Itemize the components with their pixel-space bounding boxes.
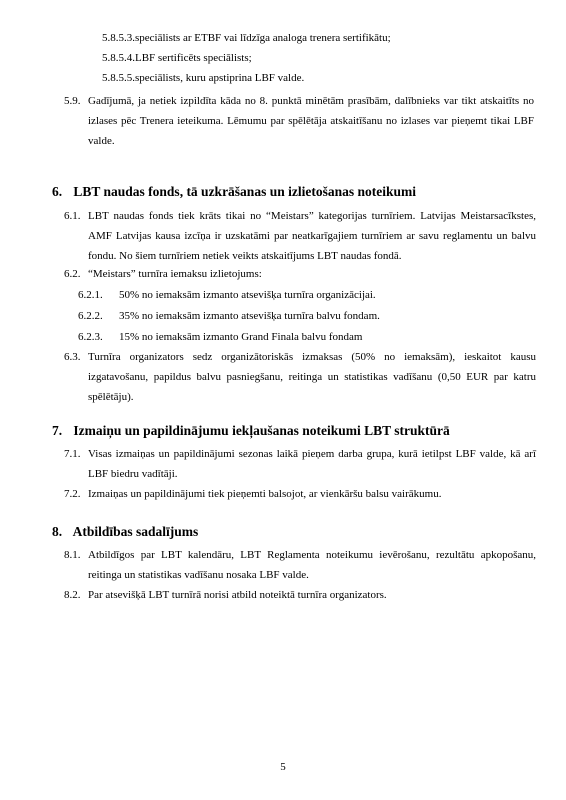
paragraph-number: 6.3. bbox=[64, 351, 81, 363]
paragraph-8-2 bbox=[64, 585, 536, 605]
paragraph-number: 8.2. bbox=[64, 589, 81, 601]
paragraph-number: 8.1. bbox=[64, 549, 81, 561]
section-title: LBT naudas fonds, tā uzkrāšanas un izlietošanas noteikumi bbox=[73, 184, 416, 199]
item-number: 6.2.3. bbox=[78, 331, 103, 343]
paragraph-text: “Meistars” turnīra iemaksu izlietojums: bbox=[88, 268, 262, 280]
list-item bbox=[78, 285, 380, 306]
subitem-list-5-8-5 bbox=[102, 28, 391, 88]
paragraph-text: Atbildīgos par LBT kalendāru, LBT Reglamenta noteikumu ievērošanu, rezultātu apkopošanu, reitinga un statistikas vadīšanu nosaka LBF valde. bbox=[88, 549, 536, 581]
item-text: 50% no iemaksām izmanto atsevišķa turnīra organizācijai. bbox=[119, 289, 376, 301]
paragraph-text: LBT naudas fonds tiek krāts tikai no “Meistars” kategorijas turnīriem. Latvijas Meistarsacīkstes, AMF Latvijas kausa izcīņa ir uzskatāmi par neatkarīgajiem turnīriem ar savu reglamentu un balvu fondu. No šiem turnīriem netiek veikts atskaitījums LBT naudas fondā. bbox=[88, 210, 536, 262]
page-number: 5 bbox=[280, 761, 286, 773]
section-8-heading bbox=[52, 521, 198, 543]
item-number: 6.2.2. bbox=[78, 310, 103, 322]
section-number: 7. bbox=[52, 423, 63, 438]
section-title: Izmaiņu un papildinājumu iekļaušanas noteikumi LBT struktūrā bbox=[73, 423, 450, 438]
paragraph-text: Turnīra organizators sedz organizātoriskās izmaksas (50% no iemaksām), ieskaitot kausu izgatavošanu, papildus balvu pasniegšanu, reitinga un statistikas vadīšanu (0,50 EUR par katru spēlētāju). bbox=[88, 351, 536, 403]
paragraph-number: 7.1. bbox=[64, 448, 81, 460]
item-text: 15% no iemaksām izmanto Grand Finala balvu fondam bbox=[119, 331, 363, 343]
section-title: Atbildības sadalījums bbox=[72, 524, 199, 539]
paragraph-5-9 bbox=[64, 91, 534, 151]
list-item: 5.8.5.5.speciālists, kuru apstiprina LBF valde. bbox=[102, 72, 305, 84]
section-6-heading bbox=[52, 181, 416, 203]
paragraph-number: 6.2. bbox=[64, 268, 81, 280]
paragraph-text: Gadījumā, ja netiek izpildīta kāda no 8. punktā minētām prasībām, dalībnieks var tikt atskaitīts no izlases pēc Trenera ieteikuma. Lēmumu par spēlētāja atskaitīšanu no izlases var pieņemt tikai LBF valde. bbox=[88, 95, 534, 147]
item-text: 35% no iemaksām izmanto atsevišķa turnīra balvu fondam. bbox=[119, 310, 380, 322]
paragraph-8-1 bbox=[64, 545, 536, 585]
paragraph-7-1 bbox=[64, 444, 536, 484]
paragraph-text: Par atsevišķā LBT turnīrā norisi atbild noteiktā turnīra organizators. bbox=[88, 589, 387, 601]
list-item: 5.8.5.4.LBF sertificēts speciālists; bbox=[102, 52, 252, 64]
list-item bbox=[78, 306, 380, 327]
paragraph-text: Visas izmaiņas un papildinājumi sezonas laikā pieņem darba grupa, kurā ietilpst LBF valde, kā arī LBF biedru vadītāji. bbox=[88, 448, 536, 480]
section-number: 8. bbox=[52, 524, 63, 539]
paragraph-6-3 bbox=[64, 347, 536, 407]
item-number: 6.2.1. bbox=[78, 289, 103, 301]
paragraph-text: Izmaiņas un papildinājumi tiek pieņemti balsojot, ar vienkāršu balsu vairākumu. bbox=[88, 488, 442, 500]
paragraph-7-2 bbox=[64, 484, 536, 504]
section-7-heading bbox=[52, 420, 450, 442]
paragraph-number: 7.2. bbox=[64, 488, 81, 500]
list-item bbox=[78, 327, 380, 348]
paragraph-number: 5.9. bbox=[64, 95, 81, 107]
subitem-list-6-2 bbox=[78, 285, 380, 348]
paragraph-6-2 bbox=[64, 264, 536, 284]
paragraph-6-1 bbox=[64, 206, 536, 266]
list-item: 5.8.5.3.speciālists ar ETBF vai līdzīga analoga trenera sertifikātu; bbox=[102, 32, 391, 44]
paragraph-number: 6.1. bbox=[64, 210, 81, 222]
section-number: 6. bbox=[52, 184, 63, 199]
